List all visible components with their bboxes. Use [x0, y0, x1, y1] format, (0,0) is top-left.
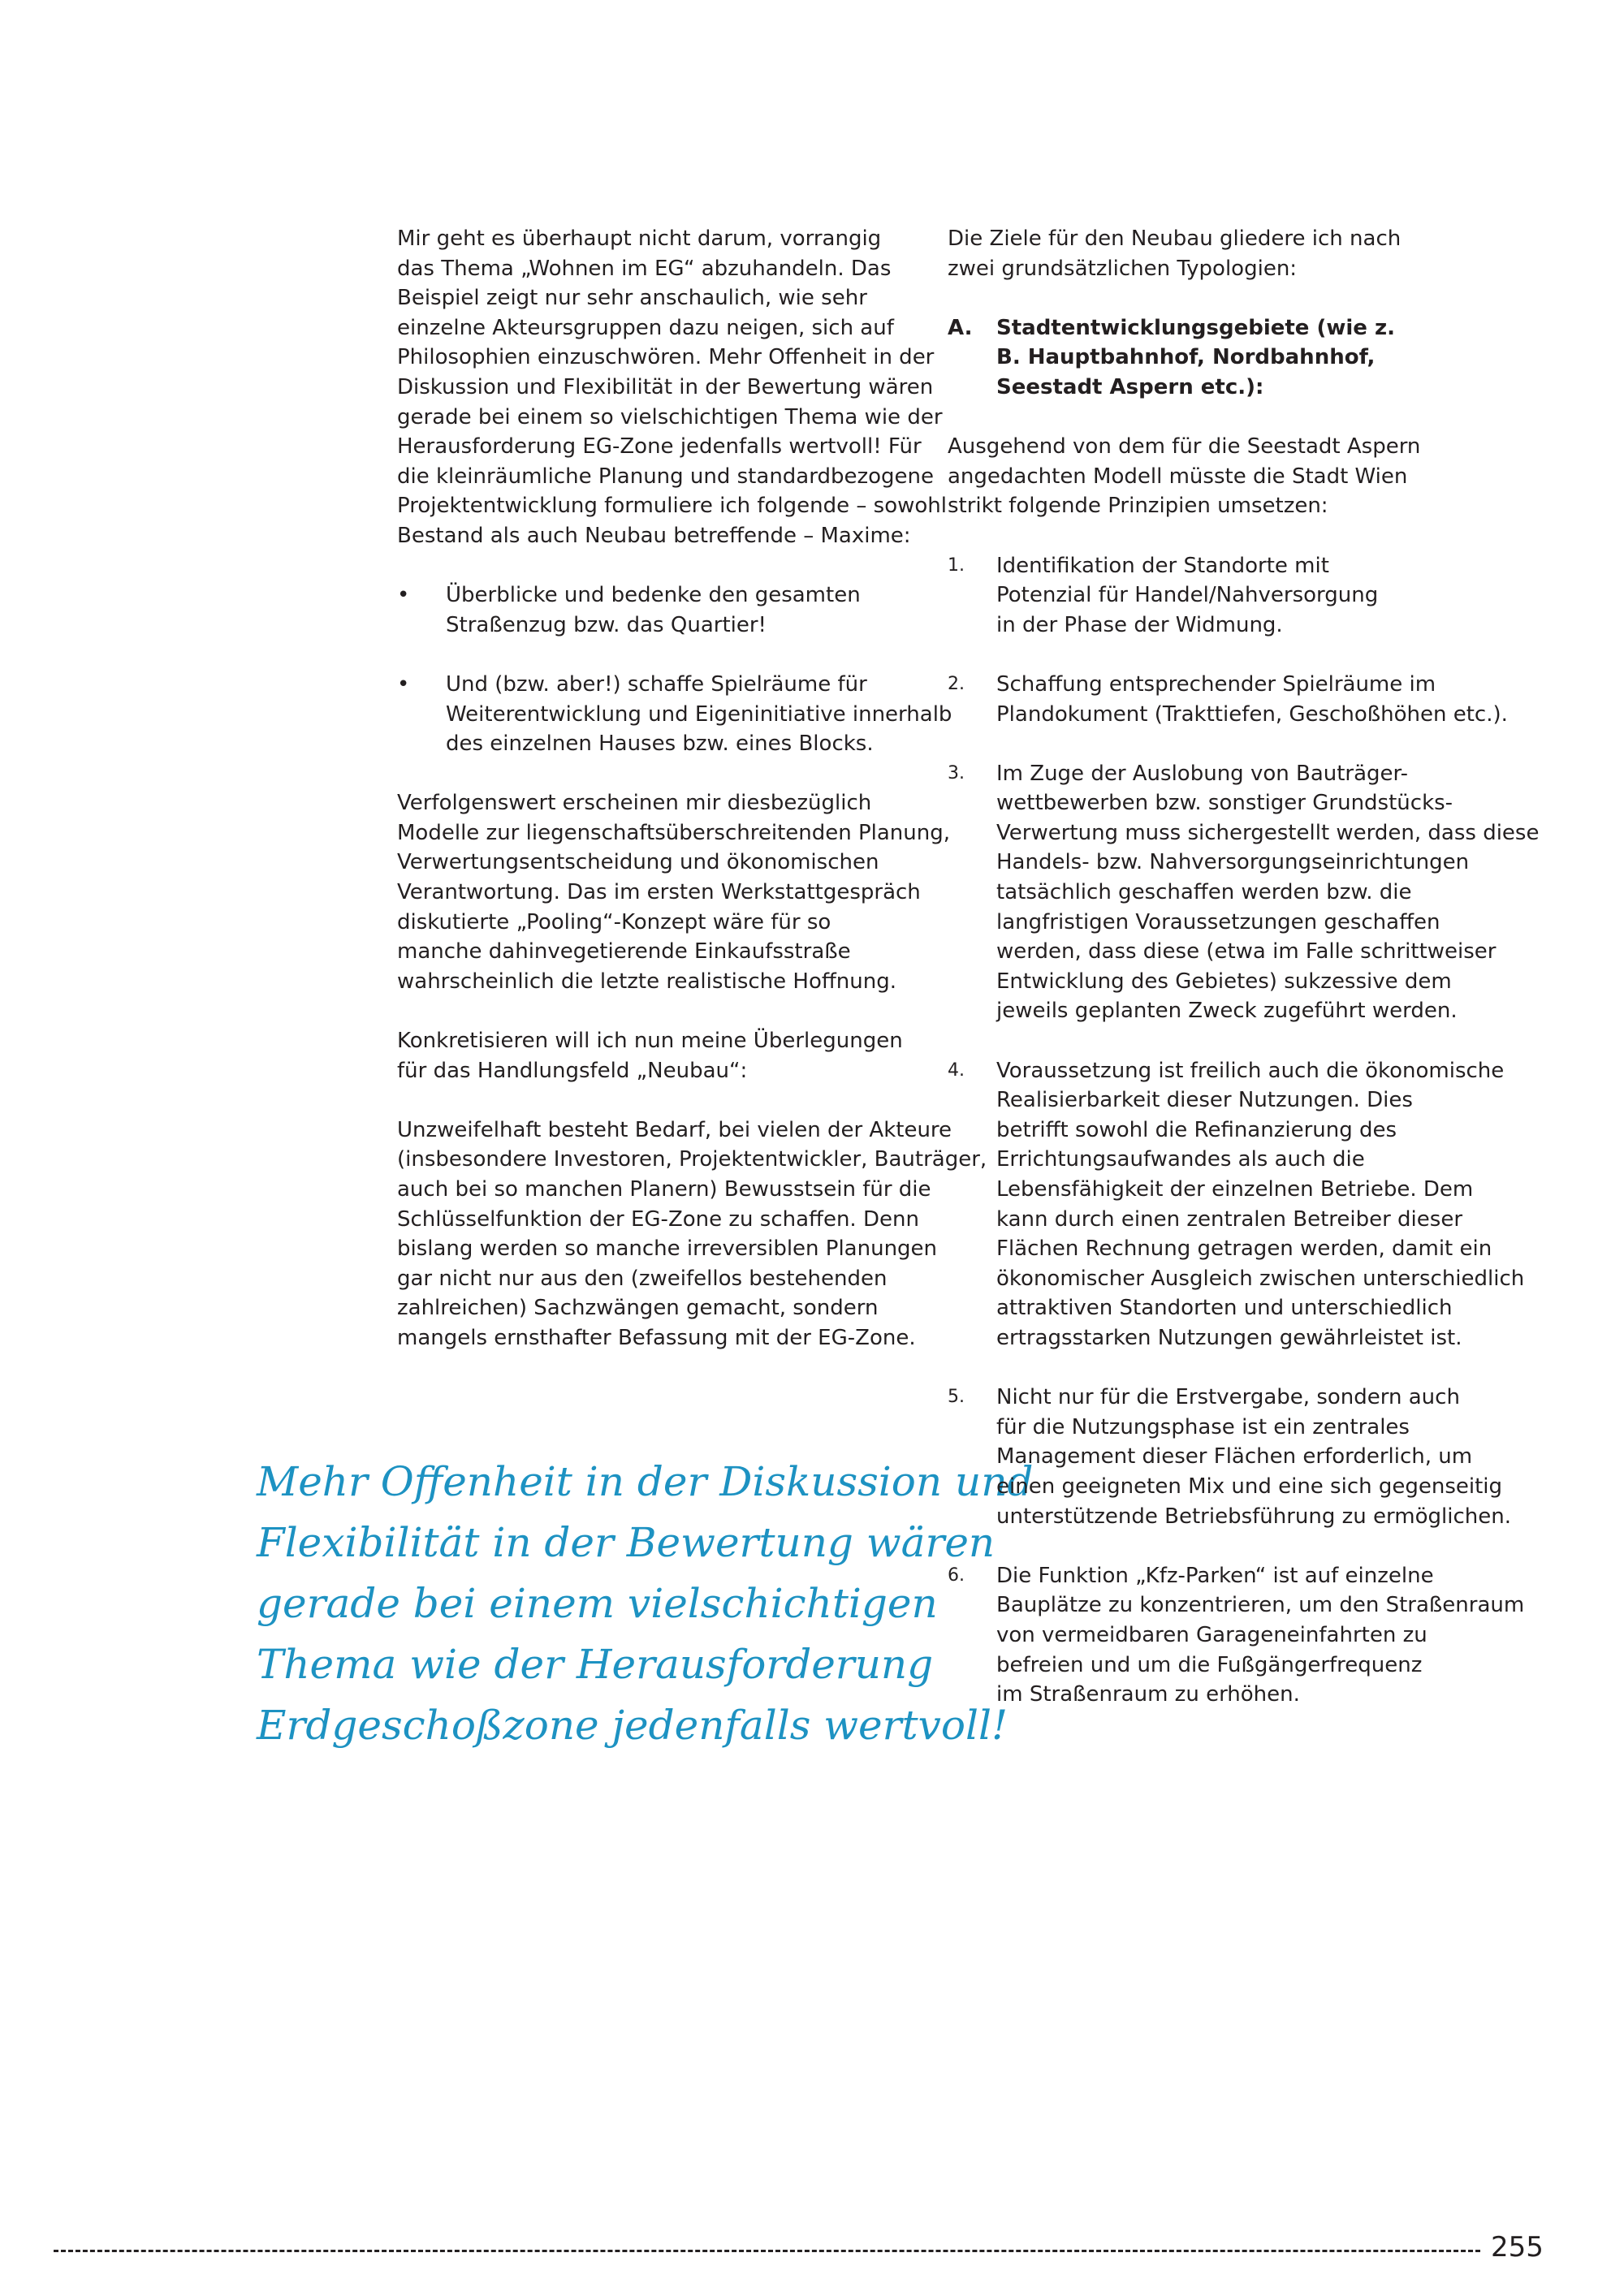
- text-line: Beispiel zeigt nur sehr anschaulich, wie sehr: [397, 286, 867, 311]
- body-paragraph: [397, 1116, 987, 1353]
- text-line: des einzelnen Hauses bzw. eines Blocks.: [446, 732, 874, 757]
- intro-paragraph: [948, 224, 1500, 283]
- item-text: [996, 670, 1508, 729]
- text-line: Management dieser Flächen erforderlich, um: [996, 1444, 1473, 1470]
- text-line: attraktiven Standorten und unterschiedlich: [996, 1296, 1453, 1321]
- text-line: Philosophien einzuschwören. Mehr Offenheit in der: [397, 345, 935, 370]
- bullet-text: [446, 580, 949, 640]
- text-line: Voraussetzung ist freilich auch die ökonomische: [996, 1058, 1505, 1083]
- text-line: Konkretisieren will ich nun meine Überlegungen: [397, 1029, 903, 1054]
- paragraph-gap: [397, 996, 949, 1026]
- intro-paragraph: [397, 224, 949, 551]
- item-text: [996, 1561, 1524, 1710]
- quote-line: Flexibilität in der Bewertung wären: [257, 1519, 996, 1566]
- text-line: einzelne Akteursgruppen dazu neigen, sich auf: [397, 315, 894, 340]
- paragraph-gap: [397, 640, 949, 670]
- body-paragraph: [397, 788, 949, 996]
- heading-marker: A.: [948, 315, 973, 340]
- text-line: Plandokument (Trakttiefen, Geschoßhöhen etc.).: [996, 701, 1508, 727]
- text-line: Nicht nur für die Erstvergabe, sondern auch: [996, 1385, 1460, 1410]
- text-line: Identifikation der Standorte mit: [996, 553, 1329, 578]
- text-line: manche dahinvegetierende Einkaufsstraße: [397, 939, 851, 965]
- text-line: Bestand als auch Neubau betreffende – Maxime:: [397, 523, 911, 548]
- pull-quote: [257, 1452, 1034, 1756]
- text-line: Die Funktion „Kfz-Parken“ ist auf einzelne: [996, 1563, 1434, 1588]
- text-line: bislang werden so manche irreversiblen Planungen: [397, 1236, 938, 1262]
- text-line: Die Ziele für den Neubau gliedere ich nach: [948, 227, 1402, 251]
- text-line: (insbesondere Investoren, Projektentwickler, Bauträger,: [397, 1147, 987, 1172]
- paragraph-gap: [948, 283, 1500, 313]
- text-line: Straßenzug bzw. das Quartier!: [446, 612, 767, 637]
- text-line: unterstützende Betriebsführung zu ermöglichen.: [996, 1504, 1511, 1529]
- item-number: 2.: [948, 673, 965, 694]
- quote-line: Erdgeschoßzone jedenfalls wertvoll!: [257, 1702, 1009, 1749]
- text-line: Projektentwicklung formuliere ich folgende – sowohl: [397, 494, 947, 519]
- text-line: Lebensfähigkeit der einzelnen Betriebe. Dem: [996, 1177, 1474, 1202]
- quote-line: Thema wie der Herausforderung: [257, 1641, 934, 1688]
- body-paragraph: [948, 432, 1500, 521]
- item-number: 3.: [948, 762, 965, 783]
- item-number: 6.: [948, 1564, 965, 1586]
- text-line: einen geeigneten Mix und eine sich gegenseitig: [996, 1474, 1503, 1499]
- quote-line: gerade bei einem vielschichtigen: [257, 1580, 938, 1627]
- text-line: wahrscheinlich die letzte realistische Hoffnung.: [397, 969, 896, 994]
- numbered-item: [948, 670, 1508, 729]
- numbered-item: [948, 759, 1540, 1026]
- bullet-marker: •: [397, 583, 410, 608]
- quote-line: Mehr Offenheit in der Diskussion und: [257, 1458, 1034, 1505]
- text-line: das Thema „Wohnen im EG“ abzuhandeln. Das: [397, 256, 892, 281]
- text-line: im Straßenraum zu erhöhen.: [996, 1682, 1300, 1707]
- text-line: Im Zuge der Auslobung von Bauträger-: [996, 761, 1408, 786]
- text-line: werden, dass diese (etwa im Falle schrittweiser: [996, 939, 1497, 965]
- section-heading: [948, 313, 1500, 403]
- text-line: Flächen Rechnung getragen werden, damit ein: [996, 1236, 1492, 1262]
- text-line: Seestadt Aspern etc.):: [996, 374, 1264, 399]
- text-line: B. Hauptbahnhof, Nordbahnhof,: [996, 345, 1376, 370]
- paragraph-gap: [948, 640, 1500, 670]
- text-line: Verwertungsentscheidung und ökonomischen: [397, 850, 879, 875]
- text-line: Schlüsselfunktion der EG-Zone zu schaffen. Denn: [397, 1206, 919, 1232]
- text-line: zwei grundsätzlichen Typologien:: [948, 256, 1298, 281]
- text-line: Diskussion und Flexibilität in der Bewertung wären: [397, 374, 934, 399]
- text-line: in der Phase der Widmung.: [996, 612, 1283, 637]
- bullet-item: [397, 670, 952, 759]
- paragraph-gap: [948, 1026, 1500, 1056]
- text-line: Schaffung entsprechender Spielräume im: [996, 671, 1436, 697]
- text-line: Modelle zur liegenschaftsüberschreitenden Planung,: [397, 820, 951, 845]
- text-line: Stadtentwicklungsgebiete (wie z.: [996, 315, 1395, 340]
- text-line: die kleinräumliche Planung und standardbezogene: [397, 464, 934, 489]
- text-line: für das Handlungsfeld „Neubau“:: [397, 1058, 748, 1083]
- paragraph-gap: [397, 1085, 949, 1116]
- text-line: befreien und um die Fußgängerfrequenz: [996, 1652, 1423, 1677]
- bullet-text: [446, 670, 952, 759]
- text-line: Bauplätze zu konzentrieren, um den Straßenraum: [996, 1593, 1525, 1618]
- text-line: zahlreichen) Sachzwängen gemacht, sondern: [397, 1296, 879, 1321]
- text-line: strikt folgende Prinzipien umsetzen:: [948, 494, 1328, 519]
- item-number: 5.: [948, 1387, 965, 1408]
- text-line: von vermeidbaren Garageneinfahrten zu: [996, 1622, 1427, 1647]
- text-line: Verantwortung. Das im ersten Werkstattgespräch: [397, 880, 921, 905]
- numbered-item: [948, 1561, 1525, 1710]
- text-line: Errichtungsaufwandes als auch die: [996, 1147, 1365, 1172]
- paragraph-gap: [948, 729, 1500, 759]
- item-text: [996, 759, 1539, 1026]
- text-line: mangels ernsthafter Befassung mit der EG-Zone.: [397, 1325, 916, 1350]
- text-line: Entwicklung des Gebietes) sukzessive dem: [996, 969, 1452, 994]
- text-line: kann durch einen zentralen Betreiber dieser: [996, 1206, 1463, 1232]
- text-line: betrifft sowohl die Refinanzierung des: [996, 1117, 1397, 1142]
- text-line: Handels- bzw. Nahversorgungseinrichtungen: [996, 850, 1470, 875]
- text-line: gar nicht nur aus den (zweifellos bestehenden: [397, 1266, 888, 1291]
- left-column: [397, 224, 987, 1353]
- text-line: angedachten Modell müsste die Stadt Wien: [948, 464, 1408, 489]
- text-line: Weiterentwicklung und Eigeninitiative innerhalb: [446, 701, 952, 727]
- item-text: [996, 1383, 1511, 1531]
- bullet-marker: •: [397, 671, 410, 697]
- paragraph-gap: [948, 1531, 1500, 1561]
- text-line: jeweils geplanten Zweck zugeführt werden.: [996, 999, 1458, 1024]
- item-text: [996, 1056, 1524, 1353]
- text-line: für die Nutzungsphase ist ein zentrales: [996, 1414, 1410, 1439]
- text-line: Ausgehend von dem für die Seestadt Aspern: [948, 434, 1421, 460]
- text-line: Überblicke und bedenke den gesamten: [446, 583, 861, 608]
- bullet-item: [397, 580, 949, 640]
- text-line: Potenzial für Handel/Nahversorgung: [996, 583, 1379, 608]
- numbered-item: [948, 1056, 1525, 1353]
- text-line: diskutierte „Pooling“-Konzept wäre für so: [397, 909, 831, 934]
- page-number: 255: [1491, 2231, 1544, 2264]
- text-line: gerade bei einem so vielschichtigen Thema wie der: [397, 404, 943, 429]
- paragraph-gap: [397, 759, 949, 789]
- text-line: ertragsstarken Nutzungen gewährleistet ist.: [996, 1325, 1462, 1350]
- text-line: tatsächlich geschaffen werden bzw. die: [996, 880, 1412, 905]
- paragraph-gap: [948, 1353, 1500, 1383]
- footer-dashed-rule: [54, 2250, 1480, 2252]
- text-line: ökonomischer Ausgleich zwischen unterschiedlich: [996, 1266, 1525, 1291]
- item-text: [996, 551, 1378, 641]
- paragraph-gap: [948, 403, 1500, 433]
- item-number: 4.: [948, 1060, 965, 1081]
- text-line: langfristigen Voraussetzungen geschaffen: [996, 909, 1440, 934]
- text-line: auch bei so manchen Planern) Bewusstsein für die: [397, 1177, 931, 1202]
- paragraph-gap: [397, 551, 949, 581]
- body-paragraph: [397, 1026, 949, 1085]
- text-line: wettbewerben bzw. sonstiger Grundstücks-: [996, 791, 1453, 816]
- text-line: Verwertung muss sichergestellt werden, dass diese: [996, 820, 1540, 845]
- text-line: Mir geht es überhaupt nicht darum, vorrangig: [397, 227, 882, 251]
- numbered-item: [948, 551, 1500, 641]
- text-line: Verfolgenswert erscheinen mir diesbezüglich: [397, 791, 872, 816]
- text-line: Realisierbarkeit dieser Nutzungen. Dies: [996, 1088, 1413, 1113]
- text-line: Unzweifelhaft besteht Bedarf, bei vielen der Akteure: [397, 1117, 952, 1142]
- text-line: Herausforderung EG-Zone jedenfalls wertvoll! Für: [397, 434, 922, 460]
- text-line: Und (bzw. aber!) schaffe Spielräume für: [446, 671, 867, 697]
- paragraph-gap: [948, 521, 1500, 551]
- right-column: [948, 224, 1540, 1710]
- numbered-item: [948, 1383, 1511, 1531]
- heading-text: [996, 313, 1395, 403]
- item-number: 1.: [948, 555, 965, 576]
